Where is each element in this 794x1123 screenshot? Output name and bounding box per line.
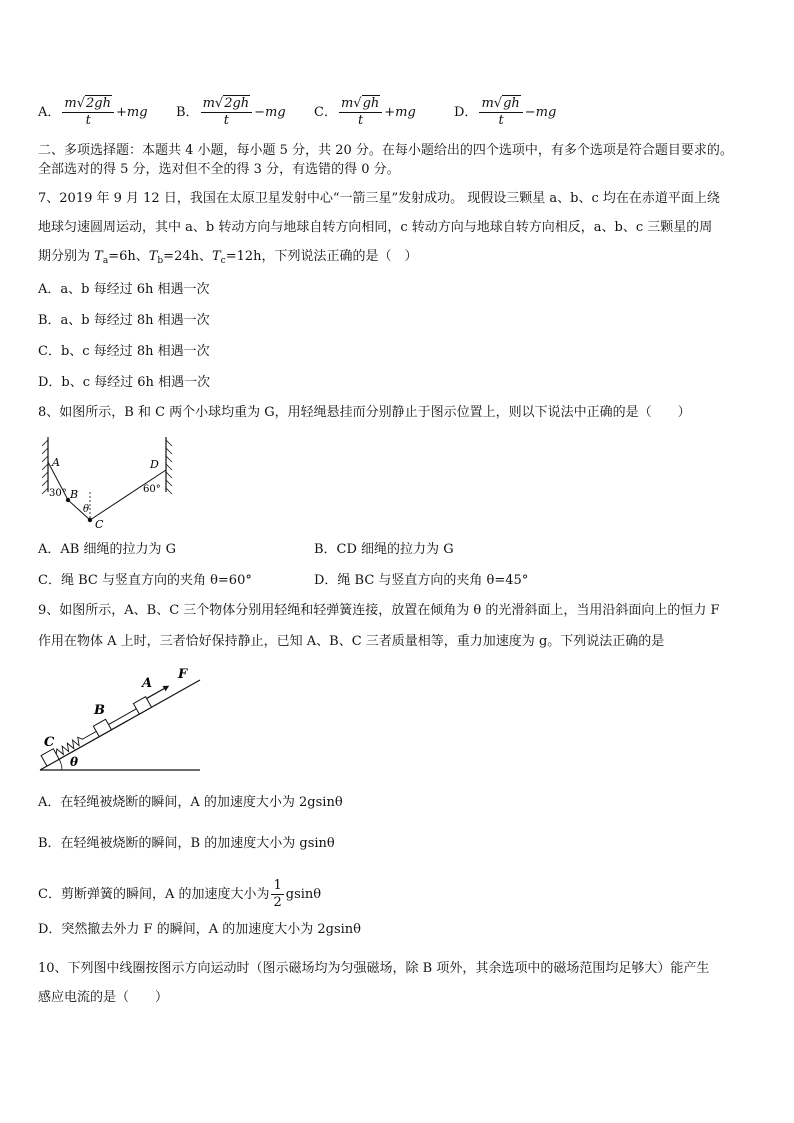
label-b: B [94, 703, 105, 718]
q7-option-a: A．a、b 每经过 6h 相遇一次 [38, 282, 210, 297]
q9-figure [38, 660, 208, 778]
rope [108, 709, 136, 725]
section-heading-line2: 全部选对的得 5 分，选对但不全的得 3 分，有选错的得 0 分。 [38, 162, 400, 177]
incline [40, 680, 200, 770]
q8-option-a: A．AB 细绳的拉力为 G [38, 542, 176, 557]
blocks-group [41, 683, 175, 766]
fraction-one-half: $\frac{1}{2}$ [273, 878, 282, 910]
label-a: A [52, 456, 60, 469]
label-a: A [142, 676, 153, 691]
q7-option-b: B．a、b 每经过 8h 相遇一次 [38, 313, 210, 328]
block-b [93, 719, 111, 736]
q7-stem-line3: 期分别为 $T_a=6h$、$T_b=24h$、$T_c=12h$，下列说法正确的是（ ） [38, 249, 418, 266]
q8-option-b: B．CD 细绳的拉力为 G [314, 542, 454, 557]
spring [54, 728, 98, 758]
q9-option-a: A．在轻绳被烧断的瞬间，A 的加速度大小为 2gsinθ [38, 795, 343, 810]
left-wall-hatching [42, 440, 48, 494]
fraction: $\frac{m√gh}{t}$ [479, 96, 522, 129]
label-theta: θ [70, 755, 79, 769]
fraction: $\frac{m√2gh}{t}$ [62, 96, 114, 129]
label-angle-30: 30° [49, 488, 67, 499]
q6-option-a: A． $\frac{m√2gh}{t}$ +mg [38, 96, 148, 128]
q7-option-d: D．b、c 每经过 6h 相遇一次 [38, 375, 211, 390]
fraction: $\frac{m√gh}{t}$ [339, 96, 382, 129]
q10-stem-line2: 感应电流的是（ ） [38, 990, 169, 1005]
q6-option-b: B． $\frac{m√2gh}{t}$ −mg [176, 96, 286, 128]
q7-stem-line1: 7、2019 年 9 月 12 日，我国在太原卫星发射中心“一箭三星”发射成功。 现假设三颗星 a、b、c 均在在赤道平面上绕 [38, 191, 720, 206]
label-angle-60: 60° [143, 484, 161, 495]
q7-stem-line2: 地球匀速圆周运动，其中 a、b 转动方向与地球自转方向相同，c 转动方向与地球自转方向相反，a、b、c 三颗星的周 [38, 220, 713, 235]
label-theta: θ [83, 504, 90, 515]
block-a [133, 697, 151, 714]
angle-arc [59, 759, 62, 770]
q6-option-d: D． $\frac{m√gh}{t}$ −mg [454, 96, 557, 128]
q9-stem-line1: 9、如图所示，A、B、C 三个物体分别用轻绳和轻弹簧连接，放置在倾角为 θ 的光滑斜面上，当用沿斜面向上的恒力 F [38, 603, 720, 618]
label-f: F [178, 667, 188, 682]
label-d: D [150, 458, 159, 471]
q8-figure [38, 432, 178, 532]
label-c: C [44, 735, 55, 750]
q9-option-c: C．剪断弹簧的瞬间，A 的加速度大小为 $\frac{1}{2}$ gsinθ [38, 878, 322, 910]
ball-c [88, 518, 92, 522]
q10-stem-line1: 10、下列图中线圈按图示方向运动时（图示磁场均为匀强磁场，除 B 项外，其余选项中的磁场范围均足够大）能产生 [38, 961, 710, 976]
q7-option-c: C．b、c 每经过 8h 相遇一次 [38, 344, 210, 359]
section-heading: 二、多项选择题：本题共 4 小题，每小题 5 分，共 20 分。在每小题给出的四个选项中，有多个选项是符合题目要求的。 [38, 143, 733, 158]
q9-option-d: D．突然撤去外力 F 的瞬间，A 的加速度大小为 2gsinθ [38, 922, 361, 937]
fraction: $\frac{m√2gh}{t}$ [201, 96, 253, 129]
q9-stem-line2: 作用在物体 A 上时，三者恰好保持静止，已知 A、B、C 三者质量相等，重力加速度为 g。下列说法正确的是 [38, 634, 665, 649]
right-wall-hatching [166, 440, 172, 494]
label-b: B [70, 488, 79, 501]
q8-stem: 8、如图所示，B 和 C 两个小球均重为 G，用轻绳悬挂而分别静止于图示位置上，则以下说法中正确的是（ ） [38, 405, 691, 420]
force-arrowhead [163, 683, 171, 691]
q9-option-b: B．在轻绳被烧断的瞬间，B 的加速度大小为 gsinθ [38, 836, 335, 851]
q8-option-c: C．绳 BC 与竖直方向的夹角 θ=60° [38, 573, 252, 588]
q8-option-d: D．绳 BC 与竖直方向的夹角 θ=45° [314, 573, 529, 588]
label-c: C [95, 518, 104, 531]
q6-option-c: C． $\frac{m√gh}{t}$ +mg [314, 96, 416, 128]
